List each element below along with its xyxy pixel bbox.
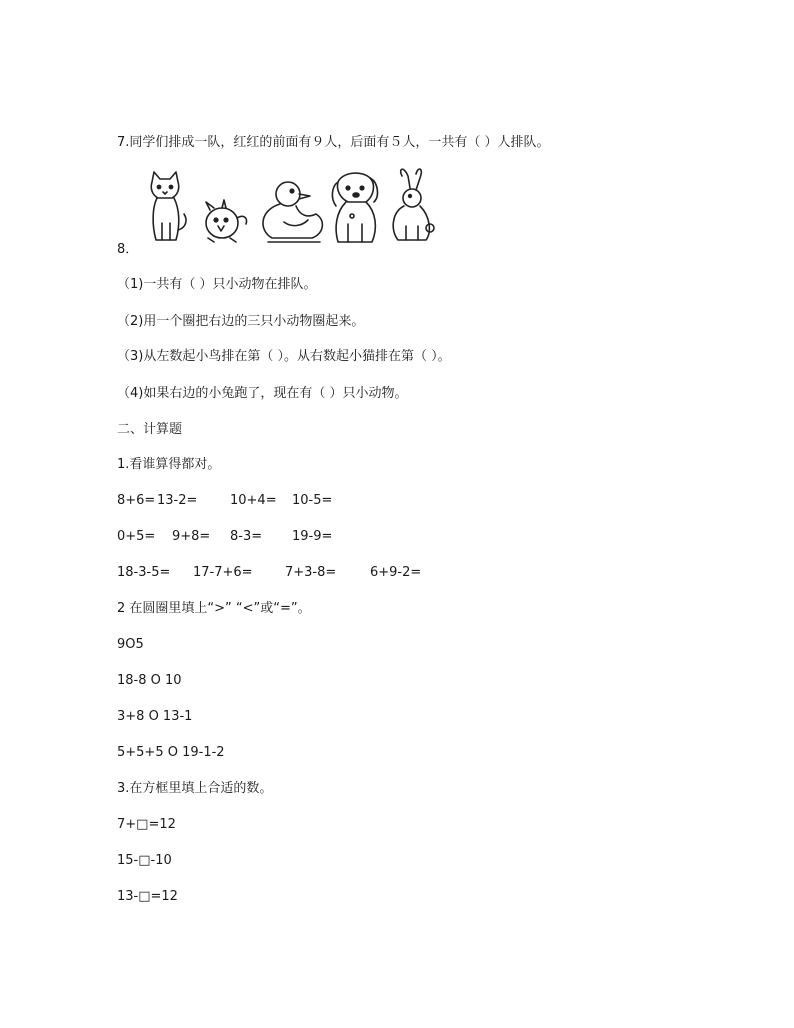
bird-icon — [206, 200, 247, 242]
calc-q3-title: 3.在方框里填上合适的数。 — [117, 781, 273, 796]
calc-expression: 19-9= — [292, 529, 333, 544]
compare-item-1: 9O5 — [117, 637, 144, 652]
question-8-item-2: （2)用一个圈把右边的三只小动物圈起来。 — [117, 314, 365, 329]
fill-box-item-3: 13-□=12 — [117, 889, 178, 904]
compare-item-4: 5+5+5 O 19-1-2 — [117, 745, 225, 760]
compare-item-3: 3+8 O 13-1 — [117, 709, 193, 724]
calc-q2-title: 2 在圆圈里填上“>” “<”或“=”。 — [117, 601, 311, 616]
calc-expression: 17-7+6= — [193, 565, 253, 580]
dog-icon — [332, 173, 377, 242]
question-7: 7.同学们排成一队，红红的前面有９人，后面有５人，一共有（ ）人排队。 — [117, 135, 550, 150]
question-8-item-1: （1)一共有（ ）只小动物在排队。 — [117, 277, 317, 292]
calc-q1-title: 1.看谁算得都对。 — [117, 457, 221, 472]
calc-expression: 7+3-8= — [285, 565, 337, 580]
calc-expression: 8+6= — [117, 493, 156, 508]
cat-icon — [151, 172, 186, 240]
calc-expression: 8-3= — [230, 529, 263, 544]
fill-box-item-2: 15-□-10 — [117, 853, 172, 868]
calc-expression: 10+4= — [230, 493, 277, 508]
question-8-label: 8． — [117, 242, 139, 257]
question-8-item-4: （4)如果右边的小兔跑了，现在有（ ）只小动物。 — [117, 386, 408, 401]
section-title: 二、计算题 — [117, 422, 183, 437]
duck-icon — [263, 182, 322, 242]
animals-illustration — [140, 168, 440, 248]
calc-expression: 18-3-5= — [117, 565, 171, 580]
calc-expression: 13-2= — [157, 493, 198, 508]
compare-item-2: 18-8 O 10 — [117, 673, 182, 688]
rabbit-icon — [393, 169, 434, 240]
fill-box-item-1: 7+□=12 — [117, 817, 176, 832]
calc-expression: 9+8= — [172, 529, 211, 544]
calc-expression: 10-5= — [292, 493, 333, 508]
question-8-item-3: （3)从左数起小鸟排在第（ ）。从右数起小猫排在第（ ）。 — [117, 349, 451, 364]
calc-expression: 0+5= — [117, 529, 156, 544]
calc-expression: 6+9-2= — [370, 565, 422, 580]
